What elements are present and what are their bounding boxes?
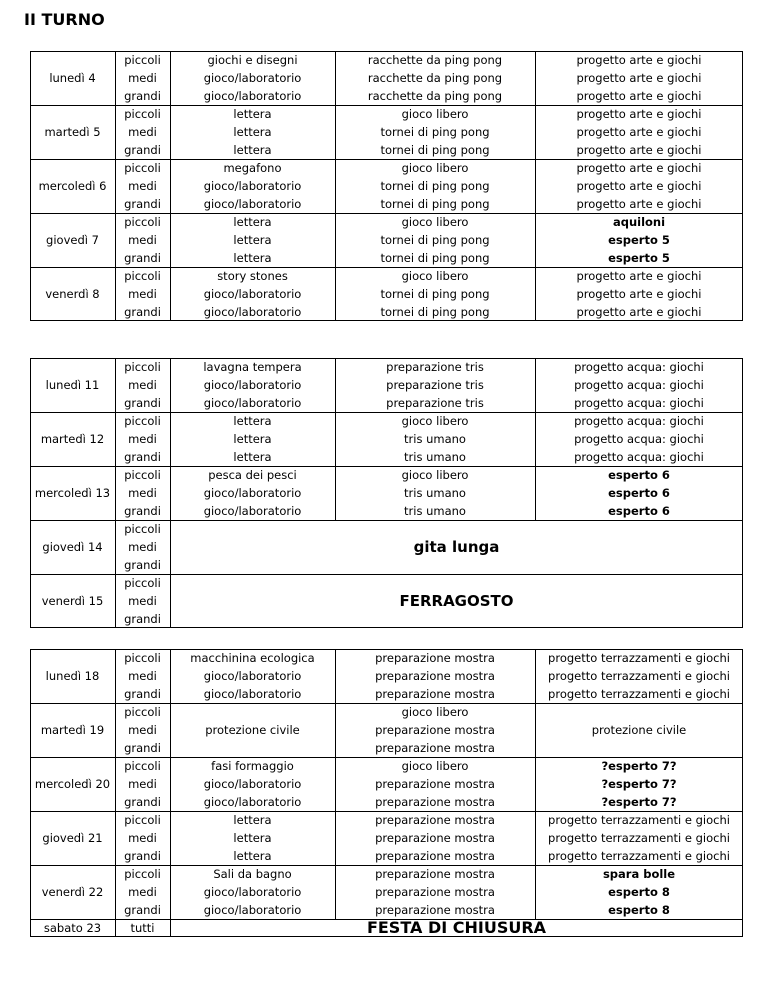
activity-cell: progetto arte e giochi xyxy=(576,125,702,139)
activity-cell: lettera xyxy=(233,125,272,139)
group-label: tutti xyxy=(130,921,155,935)
group-label: piccoli xyxy=(124,522,161,536)
day-label: giovedì 21 xyxy=(42,831,103,845)
day-label: martedì 12 xyxy=(40,432,105,446)
merged-cell-prot3: protezione civile xyxy=(205,723,300,737)
table-row xyxy=(30,430,743,448)
activity-cell: preparazione tris xyxy=(386,360,484,374)
group-label: grandi xyxy=(124,849,161,863)
table-row xyxy=(30,775,743,793)
activity-cell: gioco/laboratorio xyxy=(203,287,302,301)
activity-cell: gioco/laboratorio xyxy=(203,305,302,319)
group-label: grandi xyxy=(124,903,161,917)
group-label: piccoli xyxy=(124,269,161,283)
day-label: sabato 23 xyxy=(43,921,102,935)
activity-cell: racchette da ping pong xyxy=(367,71,503,85)
activity-cell: preparazione tris xyxy=(386,378,484,392)
activity-cell: preparazione mostra xyxy=(375,723,495,737)
day-separator xyxy=(115,466,743,467)
activity-cell: progetto arte e giochi xyxy=(576,53,702,67)
activity-cell: progetto terrazzamenti e giochi xyxy=(548,651,730,665)
activity-cell: progetto acqua: giochi xyxy=(574,414,704,428)
group-label: medi xyxy=(128,885,157,899)
day-label: martedì 5 xyxy=(44,125,101,139)
day-label: venerdì 15 xyxy=(41,594,104,608)
group-label: grandi xyxy=(124,795,161,809)
table-row xyxy=(30,285,743,303)
activity-cell: giochi e disegni xyxy=(207,53,298,67)
table-row xyxy=(30,51,743,69)
table-row xyxy=(30,303,743,321)
activity-cell: esperto 6 xyxy=(608,504,670,518)
table-row xyxy=(30,87,743,105)
activity-cell: progetto arte e giochi xyxy=(576,269,702,283)
activity-cell: lettera xyxy=(233,233,272,247)
activity-cell: lettera xyxy=(233,107,272,121)
activity-cell: lettera xyxy=(233,432,272,446)
column-divider xyxy=(335,51,336,321)
activity-cell: gioco/laboratorio xyxy=(203,687,302,701)
activity-cell: preparazione mostra xyxy=(375,903,495,917)
activity-cell: aquiloni xyxy=(612,215,666,229)
day-label: giovedì 14 xyxy=(42,540,103,554)
day-separator xyxy=(30,757,115,758)
group-label: medi xyxy=(128,179,157,193)
day-separator xyxy=(30,811,115,812)
activity-cell: racchette da ping pong xyxy=(367,89,503,103)
day-separator xyxy=(30,520,115,521)
activity-cell: ?esperto 7? xyxy=(601,759,677,773)
activity-cell: tornei di ping pong xyxy=(380,287,490,301)
day-label: lunedì 18 xyxy=(45,669,100,683)
activity-cell: gioco/laboratorio xyxy=(203,396,302,410)
schedule-week-3 xyxy=(30,649,743,944)
activity-cell: progetto arte e giochi xyxy=(576,89,702,103)
group-label: piccoli xyxy=(124,759,161,773)
activity-cell: tris umano xyxy=(404,450,466,464)
activity-cell: tornei di ping pong xyxy=(380,305,490,319)
table-row xyxy=(30,69,743,87)
activity-cell: progetto acqua: giochi xyxy=(574,450,704,464)
activity-cell: gioco/laboratorio xyxy=(203,885,302,899)
day-label: lunedì 11 xyxy=(45,378,100,392)
day-label: venerdì 8 xyxy=(45,287,100,301)
activity-cell: lettera xyxy=(233,450,272,464)
group-label: grandi xyxy=(124,251,161,265)
day-separator xyxy=(30,105,115,106)
activity-cell: ?esperto 7? xyxy=(601,795,677,809)
day-separator xyxy=(30,159,115,160)
table-row xyxy=(30,358,743,376)
activity-cell: racchette da ping pong xyxy=(367,53,503,67)
day-separator xyxy=(30,412,115,413)
group-label: piccoli xyxy=(124,360,161,374)
activity-cell: preparazione mostra xyxy=(375,777,495,791)
activity-cell: gioco libero xyxy=(401,705,469,719)
activity-cell: gioco libero xyxy=(401,107,469,121)
activity-cell: gioco/laboratorio xyxy=(203,777,302,791)
activity-cell: tornei di ping pong xyxy=(380,197,490,211)
table-row xyxy=(30,376,743,394)
table-row xyxy=(30,105,743,123)
activity-cell: progetto arte e giochi xyxy=(576,197,702,211)
table-row xyxy=(30,394,743,412)
activity-cell: lettera xyxy=(233,849,272,863)
table-border-left xyxy=(30,51,31,321)
group-label: medi xyxy=(128,378,157,392)
activity-cell: fasi formaggio xyxy=(211,759,294,773)
column-divider xyxy=(535,51,536,321)
activity-cell: lettera xyxy=(233,215,272,229)
group-label: grandi xyxy=(124,741,161,755)
group-label: piccoli xyxy=(124,651,161,665)
table-row xyxy=(30,865,743,883)
activity-cell: preparazione mostra xyxy=(375,813,495,827)
activity-cell: lettera xyxy=(233,813,272,827)
activity-cell: preparazione mostra xyxy=(375,831,495,845)
activity-cell: preparazione mostra xyxy=(375,849,495,863)
activity-cell: gioco libero xyxy=(401,215,469,229)
group-label: grandi xyxy=(124,450,161,464)
table-row xyxy=(30,267,743,285)
activity-cell: progetto acqua: giochi xyxy=(574,360,704,374)
group-label: medi xyxy=(128,233,157,247)
column-divider xyxy=(335,358,336,520)
page-title: II TURNO xyxy=(24,10,105,29)
schedule-week-2 xyxy=(30,358,743,628)
day-separator xyxy=(115,267,743,268)
table-row xyxy=(30,667,743,685)
activity-cell: ?esperto 7? xyxy=(601,777,677,791)
table-row xyxy=(30,231,743,249)
day-separator xyxy=(30,267,115,268)
activity-cell: megafono xyxy=(223,161,282,175)
table-border-right xyxy=(742,51,743,321)
activity-cell: macchinina ecologica xyxy=(190,651,315,665)
activity-cell: tris umano xyxy=(404,432,466,446)
day-label: mercoledì 20 xyxy=(34,777,111,791)
activity-cell: progetto arte e giochi xyxy=(576,305,702,319)
column-divider xyxy=(335,649,336,919)
table-row xyxy=(30,159,743,177)
day-separator xyxy=(115,757,743,758)
table-row xyxy=(30,847,743,865)
merged-cell-gita: gita lunga xyxy=(413,538,500,556)
day-label: lunedì 4 xyxy=(49,71,96,85)
group-label: medi xyxy=(128,594,157,608)
group-label: piccoli xyxy=(124,468,161,482)
activity-cell: tornei di ping pong xyxy=(380,233,490,247)
day-label: mercoledì 6 xyxy=(38,179,107,193)
group-label: piccoli xyxy=(124,161,161,175)
day-separator xyxy=(115,105,743,106)
group-label: grandi xyxy=(124,305,161,319)
activity-cell: progetto terrazzamenti e giochi xyxy=(548,687,730,701)
group-label: grandi xyxy=(124,89,161,103)
activity-cell: tornei di ping pong xyxy=(380,125,490,139)
activity-cell: tris umano xyxy=(404,486,466,500)
table-row xyxy=(30,811,743,829)
activity-cell: gioco/laboratorio xyxy=(203,795,302,809)
activity-cell: preparazione tris xyxy=(386,396,484,410)
table-row xyxy=(30,141,743,159)
group-label: medi xyxy=(128,831,157,845)
day-separator xyxy=(115,213,743,214)
activity-cell: gioco/laboratorio xyxy=(203,504,302,518)
group-label: medi xyxy=(128,71,157,85)
group-label: medi xyxy=(128,125,157,139)
activity-cell: progetto arte e giochi xyxy=(576,179,702,193)
table-row xyxy=(30,448,743,466)
column-divider xyxy=(170,649,171,937)
activity-cell: Sali da bagno xyxy=(213,867,292,881)
group-label: piccoli xyxy=(124,414,161,428)
day-separator xyxy=(115,811,743,812)
table-row xyxy=(30,649,743,667)
activity-cell: lettera xyxy=(233,251,272,265)
table-row xyxy=(30,249,743,267)
activity-cell: pesca dei pesci xyxy=(208,468,297,482)
activity-cell: esperto 6 xyxy=(608,468,670,482)
table-row xyxy=(30,177,743,195)
table-border-top xyxy=(30,51,743,52)
column-divider xyxy=(535,358,536,520)
activity-cell: tris umano xyxy=(404,504,466,518)
column-divider xyxy=(170,51,171,321)
activity-cell: progetto arte e giochi xyxy=(576,287,702,301)
activity-cell: lettera xyxy=(233,831,272,845)
activity-cell: gioco libero xyxy=(401,269,469,283)
activity-cell: progetto arte e giochi xyxy=(576,71,702,85)
activity-cell: story stones xyxy=(217,269,288,283)
activity-cell: preparazione mostra xyxy=(375,669,495,683)
day-separator xyxy=(30,213,115,214)
activity-cell: preparazione mostra xyxy=(375,885,495,899)
table-row xyxy=(30,484,743,502)
group-label: medi xyxy=(128,432,157,446)
table-row xyxy=(30,466,743,484)
column-divider xyxy=(115,51,116,321)
group-label: piccoli xyxy=(124,53,161,67)
group-label: grandi xyxy=(124,612,161,626)
activity-cell: lettera xyxy=(233,143,272,157)
table-row xyxy=(30,901,743,919)
activity-cell: gioco libero xyxy=(401,468,469,482)
group-label: grandi xyxy=(124,558,161,572)
activity-cell: preparazione mostra xyxy=(375,867,495,881)
group-label: medi xyxy=(128,669,157,683)
activity-cell: preparazione mostra xyxy=(375,795,495,809)
table-row xyxy=(30,213,743,231)
group-label: grandi xyxy=(124,197,161,211)
activity-cell: gioco/laboratorio xyxy=(203,71,302,85)
activity-cell: tornei di ping pong xyxy=(380,251,490,265)
table-row xyxy=(30,793,743,811)
merged-cell-festa: FESTA DI CHIUSURA xyxy=(366,918,547,937)
activity-cell: tornei di ping pong xyxy=(380,179,490,193)
table-border-bottom xyxy=(30,320,743,321)
day-separator xyxy=(30,574,115,575)
column-divider xyxy=(115,358,116,628)
day-label: venerdì 22 xyxy=(41,885,104,899)
group-label: grandi xyxy=(124,396,161,410)
activity-cell: gioco libero xyxy=(401,161,469,175)
activity-cell: progetto arte e giochi xyxy=(576,161,702,175)
table-border-top xyxy=(30,649,743,650)
day-label: martedì 19 xyxy=(40,723,105,737)
table-row xyxy=(30,685,743,703)
activity-cell: gioco/laboratorio xyxy=(203,903,302,917)
merged-cell-prot5: protezione civile xyxy=(591,723,687,737)
activity-cell: preparazione mostra xyxy=(375,651,495,665)
group-label: piccoli xyxy=(124,705,161,719)
group-label: piccoli xyxy=(124,867,161,881)
activity-cell: progetto arte e giochi xyxy=(576,143,702,157)
activity-cell: lavagna tempera xyxy=(203,360,302,374)
merged-cell-ferr: FERRAGOSTO xyxy=(399,592,514,610)
table-row xyxy=(30,502,743,520)
activity-cell: progetto acqua: giochi xyxy=(574,378,704,392)
activity-cell: esperto 5 xyxy=(608,233,670,247)
day-separator xyxy=(30,466,115,467)
activity-cell: gioco/laboratorio xyxy=(203,89,302,103)
day-separator xyxy=(30,703,115,704)
table-border-left xyxy=(30,358,31,628)
activity-cell: progetto terrazzamenti e giochi xyxy=(548,849,730,863)
table-border-right xyxy=(742,649,743,937)
table-row xyxy=(30,412,743,430)
schedule-week-1 xyxy=(30,51,743,321)
group-label: medi xyxy=(128,777,157,791)
activity-cell: preparazione mostra xyxy=(375,687,495,701)
activity-cell: progetto terrazzamenti e giochi xyxy=(548,831,730,845)
activity-cell: esperto 5 xyxy=(608,251,670,265)
group-label: piccoli xyxy=(124,215,161,229)
activity-cell: lettera xyxy=(233,414,272,428)
group-label: piccoli xyxy=(124,576,161,590)
table-row xyxy=(30,829,743,847)
activity-cell: gioco libero xyxy=(401,759,469,773)
activity-cell: progetto terrazzamenti e giochi xyxy=(548,669,730,683)
group-label: piccoli xyxy=(124,813,161,827)
group-label: piccoli xyxy=(124,107,161,121)
activity-cell: esperto 8 xyxy=(608,885,670,899)
activity-cell: progetto terrazzamenti e giochi xyxy=(548,813,730,827)
activity-cell: esperto 6 xyxy=(608,486,670,500)
activity-cell: spara bolle xyxy=(602,867,676,881)
activity-cell: gioco/laboratorio xyxy=(203,197,302,211)
table-row xyxy=(30,195,743,213)
activity-cell: progetto acqua: giochi xyxy=(574,396,704,410)
day-label: mercoledì 13 xyxy=(34,486,111,500)
activity-cell: tornei di ping pong xyxy=(380,143,490,157)
activity-cell: gioco/laboratorio xyxy=(203,378,302,392)
activity-cell: progetto acqua: giochi xyxy=(574,432,704,446)
group-label: grandi xyxy=(124,143,161,157)
group-label: medi xyxy=(128,486,157,500)
table-border-left xyxy=(30,649,31,937)
group-label: medi xyxy=(128,287,157,301)
column-divider xyxy=(115,649,116,937)
activity-cell: progetto arte e giochi xyxy=(576,107,702,121)
activity-cell: esperto 8 xyxy=(608,903,670,917)
day-separator xyxy=(115,412,743,413)
day-separator xyxy=(30,919,115,920)
table-row xyxy=(30,757,743,775)
activity-cell: gioco/laboratorio xyxy=(203,179,302,193)
activity-cell: gioco libero xyxy=(401,414,469,428)
day-separator xyxy=(115,865,743,866)
day-separator xyxy=(30,865,115,866)
column-divider xyxy=(535,649,536,919)
activity-cell: preparazione mostra xyxy=(375,741,495,755)
activity-cell: gioco/laboratorio xyxy=(203,486,302,500)
group-label: grandi xyxy=(124,504,161,518)
group-label: grandi xyxy=(124,687,161,701)
table-row xyxy=(30,123,743,141)
group-label: medi xyxy=(128,723,157,737)
table-border-top xyxy=(30,358,743,359)
day-label: giovedì 7 xyxy=(46,233,99,247)
activity-cell: gioco/laboratorio xyxy=(203,669,302,683)
group-label: medi xyxy=(128,540,157,554)
table-row xyxy=(30,883,743,901)
day-separator xyxy=(115,159,743,160)
